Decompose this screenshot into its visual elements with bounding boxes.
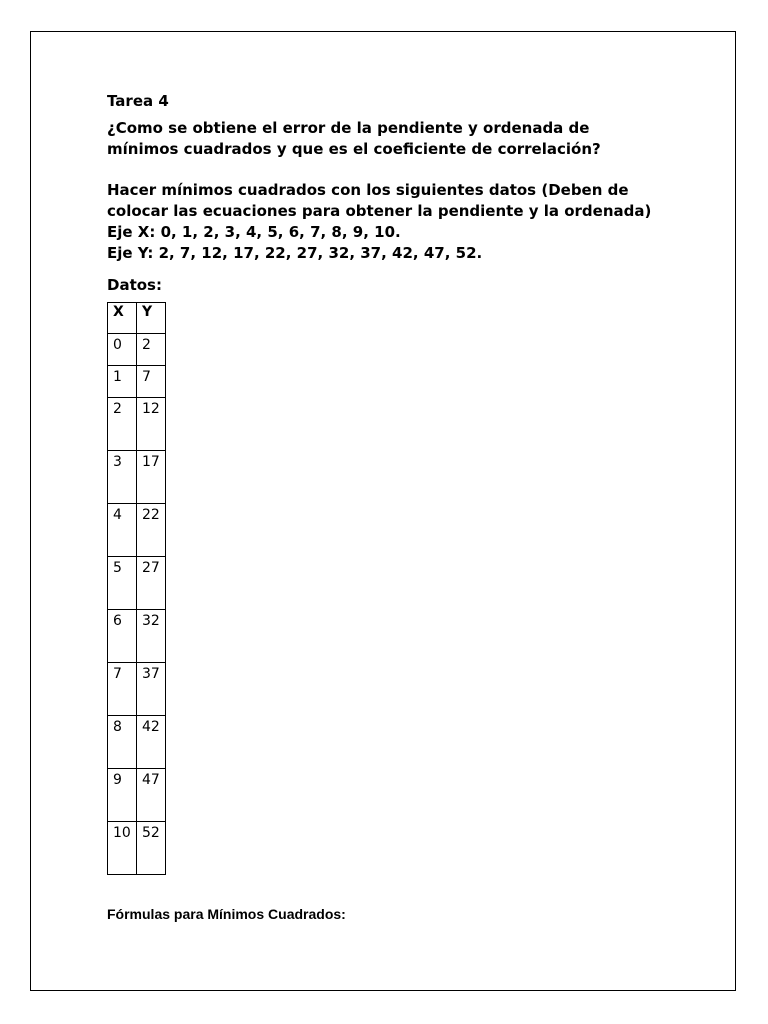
table-row — [108, 822, 166, 875]
cell-y: 42 — [137, 716, 166, 769]
table-row — [108, 451, 166, 504]
cell-x: 6 — [108, 610, 137, 663]
datos-label: Datos: — [107, 276, 162, 294]
cell-y: 12 — [137, 398, 166, 451]
cell-y: 22 — [137, 504, 166, 557]
table-row — [108, 557, 166, 610]
cell-y: 17 — [137, 451, 166, 504]
table-row — [108, 716, 166, 769]
document-page — [30, 31, 736, 991]
y-axis-data-line: Eje Y: 2, 7, 12, 17, 22, 27, 32, 37, 42, 47, 52. — [107, 244, 483, 262]
question-paragraph — [107, 118, 707, 160]
cell-y: 37 — [137, 663, 166, 716]
x-axis-data-line: Eje X: 0, 1, 2, 3, 4, 5, 6, 7, 8, 9, 10. — [107, 223, 401, 241]
data-table — [107, 302, 166, 875]
cell-x: 2 — [108, 398, 137, 451]
cell-y: 47 — [137, 769, 166, 822]
table-row — [108, 769, 166, 822]
question-line: ¿Como se obtiene el error de la pendiente y ordenada de — [107, 119, 590, 137]
table-row — [108, 610, 166, 663]
table-row — [108, 334, 166, 366]
table-row — [108, 663, 166, 716]
instructions-paragraph — [107, 180, 707, 264]
cell-x: 8 — [108, 716, 137, 769]
table-header-row — [108, 303, 166, 334]
cell-x: 3 — [108, 451, 137, 504]
cell-x: 1 — [108, 366, 137, 398]
document-content — [107, 90, 707, 923]
header-y: Y — [137, 303, 166, 334]
cell-y: 27 — [137, 557, 166, 610]
cell-x: 4 — [108, 504, 137, 557]
instruction-line: colocar las ecuaciones para obtener la pendiente y la ordenada) — [107, 202, 652, 220]
table-row — [108, 366, 166, 398]
formulas-heading: Fórmulas para Mínimos Cuadrados: — [107, 906, 346, 922]
cell-x: 5 — [108, 557, 137, 610]
table-row — [108, 398, 166, 451]
document-title: Tarea 4 — [107, 92, 169, 110]
cell-x: 0 — [108, 334, 137, 366]
cell-y: 52 — [137, 822, 166, 875]
question-line: mínimos cuadrados y que es el coeficiente de correlación? — [107, 140, 601, 158]
cell-x: 10 — [108, 822, 137, 875]
cell-y: 32 — [137, 610, 166, 663]
cell-x: 7 — [108, 663, 137, 716]
header-x: X — [108, 303, 137, 334]
cell-y: 2 — [137, 334, 166, 366]
instruction-line: Hacer mínimos cuadrados con los siguientes datos (Deben de — [107, 181, 629, 199]
cell-x: 9 — [108, 769, 137, 822]
cell-y: 7 — [137, 366, 166, 398]
table-row — [108, 504, 166, 557]
